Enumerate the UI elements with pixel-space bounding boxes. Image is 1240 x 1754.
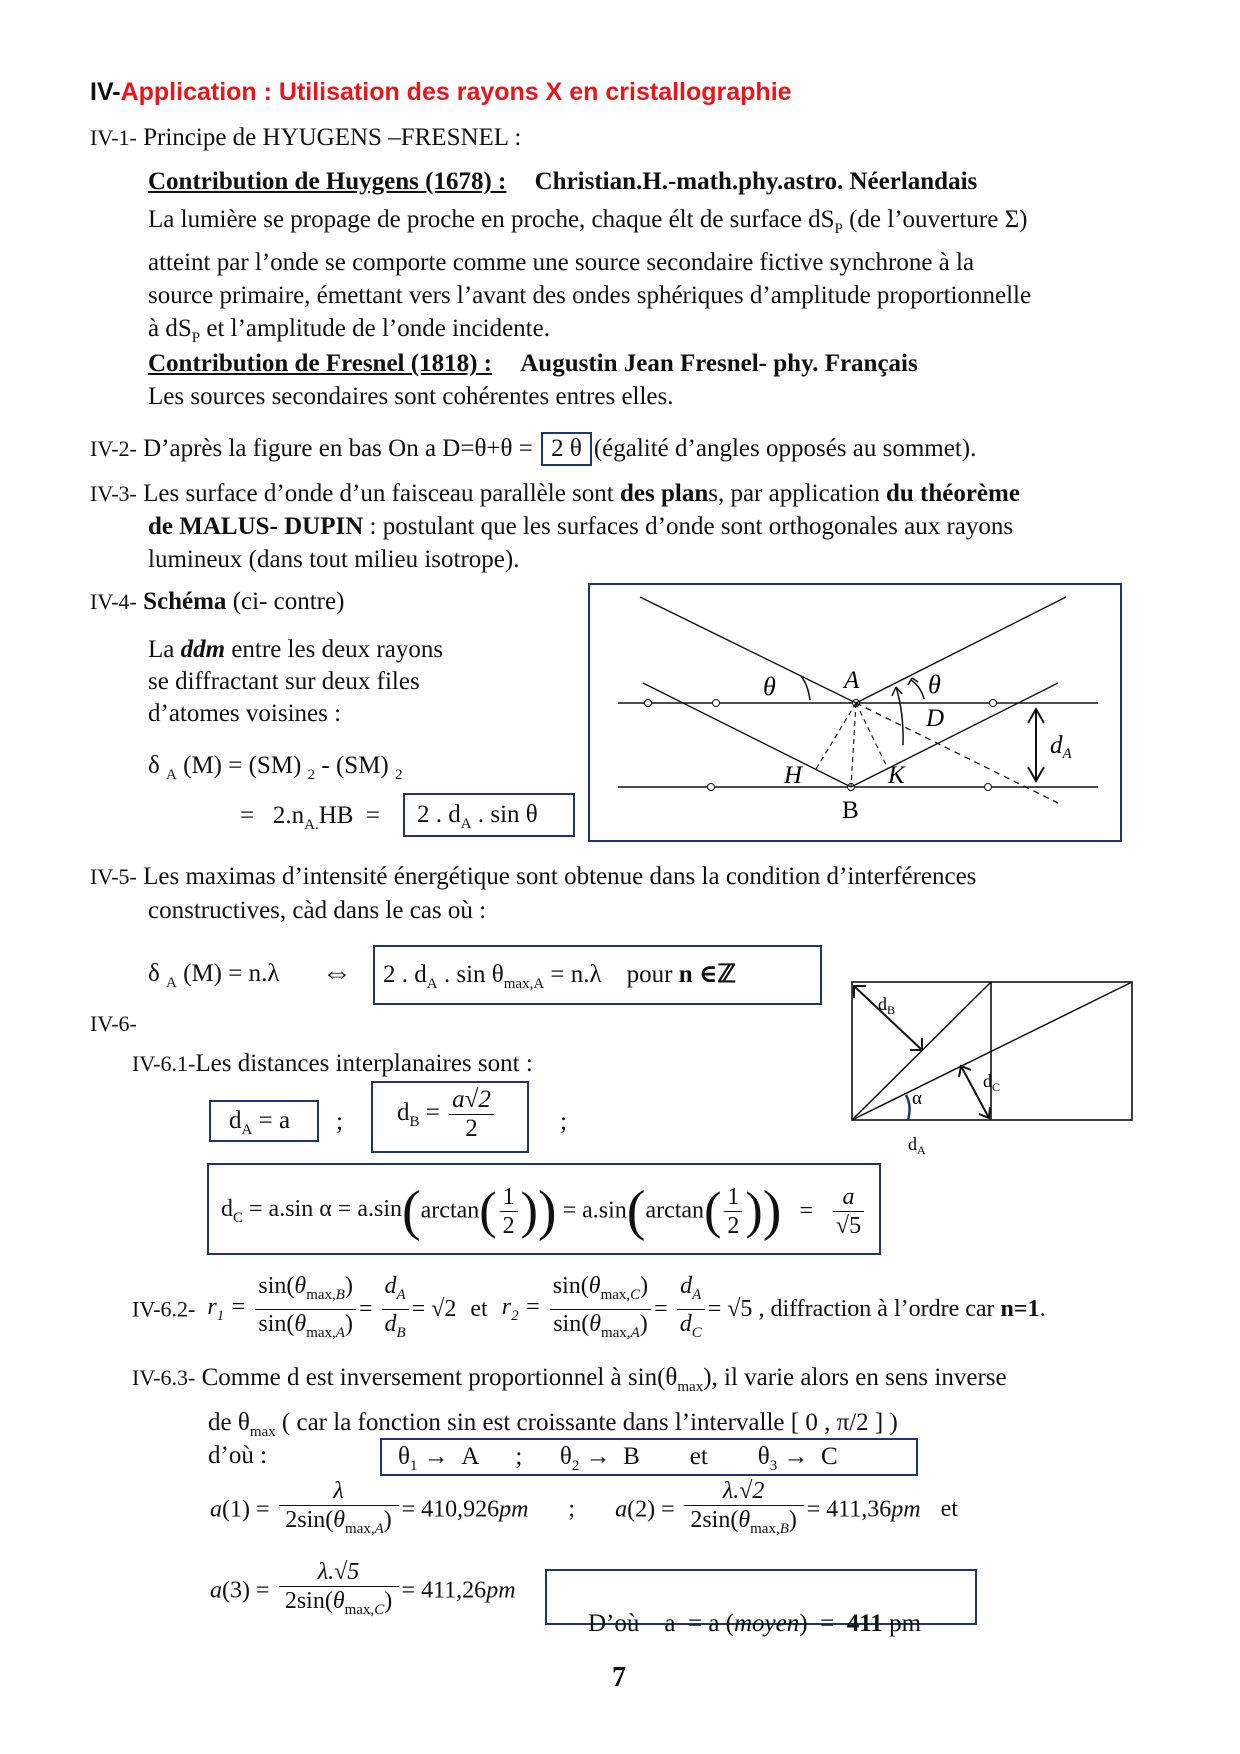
separator: ; <box>560 1108 567 1135</box>
lattice-figure <box>846 978 1136 1168</box>
a1-a2-line: a(1) = $\frac{\lambda}{2\sin(\theta_{max,A})}$ = 410,926pm ; a(2) = $\frac{\lambda.√2}{2\sin(\theta_{max,B})}$ = 411,36pm et <box>210 1478 958 1537</box>
page-number: 7 <box>612 1662 626 1693</box>
ddm-result-box: 2 . $d_A$ . sin θ <box>403 793 575 837</box>
iv4-text: La ddm entre les deux rayons se diffractant sur deux files d’atomes voisines : <box>148 636 444 727</box>
ddm-equation-2: = $2.n_{A.}HB$ = <box>240 802 381 833</box>
label-A: A <box>844 667 860 694</box>
dou-label: d’où : <box>208 1442 268 1469</box>
theta-arc-right <box>911 680 924 699</box>
dC-box: $d_C = a.\sin$ α = a.sin(arctan( $\frac{1}{2}$ )) = a.sin(arctan( $\frac{1}{2}$ )) = $\frac{a}{√5}$ <box>207 1163 881 1255</box>
atom <box>990 700 997 707</box>
atom <box>708 784 715 791</box>
theta-mapping-box: $\theta_1 \to A$ ; $\theta_2 \to B$ et $\theta_3 \to C$ <box>380 1438 918 1476</box>
label-alpha: α <box>912 1088 922 1109</box>
reflected-ray-A <box>856 597 1066 703</box>
section-title-text: Application : Utilisation des rayons X en cristallographie <box>120 78 792 106</box>
label-B: B <box>842 797 859 824</box>
label-dA: $d_A$ <box>908 1134 926 1157</box>
section-number: IV- <box>90 78 121 106</box>
label-dB: $d_B$ <box>878 994 896 1017</box>
iv3-paragraph: IV-3- Les surface d’onde d’un faisceau parallèle sont des plans, par application du théorème de MALUS- DUPIN : postulant que les surfaces d’onde sont orthogonales aux rayons lumineux (dans tout milieu isotrope). <box>90 480 1020 573</box>
label-dC: $d_C$ <box>983 1071 1001 1094</box>
segment-AB <box>851 703 856 787</box>
reflected-ray-B <box>851 683 1058 787</box>
dA-box: $d_A = a$ <box>209 1100 319 1142</box>
fresnel-heading: Contribution de Fresnel (1818) : Augustin Jean Fresnel- phy. Français <box>148 350 918 377</box>
prolonged-ray <box>856 703 1058 803</box>
atom <box>713 700 720 707</box>
bragg-condition-box: 2 . $d_A$ . $\sin \theta_{max,A} = n.\lambda$ pour n ∈ℤ <box>373 945 822 1005</box>
theta-label-right: θ <box>928 670 941 699</box>
equivalence-arrow: ⇔ <box>322 956 352 989</box>
atom <box>645 700 652 707</box>
iv63-paragraph: IV-6.3- Comme d est inversement proportionnel à $\sin(\theta_{max})$, il varie alors en sens inverse de $\theta_{max}$ ( car la fonction sin est croissante dans l’intervalle [ 0 , π/2 ] ) <box>132 1364 1007 1440</box>
normal-AH <box>816 703 856 769</box>
iv4-label-line: IV-4- Schéma (ci- contre) <box>90 588 345 615</box>
section-title <box>90 78 792 107</box>
item-label: IV-1- <box>90 125 137 150</box>
label-K: K <box>888 762 905 789</box>
iv5-paragraph: IV-5- Les maximas d’intensité énergétique sont obtenue dans la condition d’interférences constructives, càd dans le cas où : <box>90 863 977 924</box>
iv62-line: IV-6.2- $r_1$ = $\frac{\sin(\theta_{max,B})}{\sin(\theta_{max,A})}$ = $\frac{d_A}{d_B}$ = √2 et $r_2$ = $\frac{\sin(\theta_{max,C})}{\sin(\theta_{max,A})}$ = $\frac{d_A}{d_C}$ = √5 , diffraction à l’ordre car n=1. <box>132 1273 1046 1341</box>
fresnel-text: Les sources secondaires sont cohérentes entres elles. <box>148 383 674 410</box>
normal-AK <box>856 703 888 769</box>
ddm-equation: δ $_A$ (M) = (SM) $_2$ - (SM) $_2$ <box>148 752 403 783</box>
iv5-eq-left: δ $_A$ (M) = n.λ <box>148 960 280 991</box>
incident-ray-A <box>640 597 856 703</box>
dB-arrow <box>854 986 922 1050</box>
a3-line: a(3) = $\frac{\lambda.√5}{2\sin(\theta_{max,C})}$ = 411,26pm <box>210 1559 516 1618</box>
diffraction-schema <box>588 583 1122 842</box>
item-text: Principe de HYUGENS –FRESNEL : <box>143 124 522 151</box>
separator: ; <box>336 1108 343 1135</box>
iv6-label: IV-6- <box>90 1011 137 1036</box>
label-dA: $d_A$ <box>1050 732 1072 762</box>
incident-ray-B <box>643 683 851 787</box>
D-arc <box>896 687 903 745</box>
label-D: D <box>926 705 945 732</box>
iv2-line: IV-2- D’après la figure en bas On a D=θ+θ = 2 θ (égalité d’angles opposés au sommet). <box>90 432 976 466</box>
iv1-line <box>90 124 521 152</box>
alpha-arc <box>906 1095 910 1120</box>
huygens-paragraph: La lumière se propage de proche en proche, chaque élt de surface $dS_P$ (de l’ouverture Σ) atteint par l’onde se comporte comme une source secondaire fictive synchrone à la source primaire, émettant vers l’avant des ondes sphériques d’amplitude proportionnelle à $dS_P$ et l’amplitude de l’onde incidente. <box>148 206 1032 346</box>
iv61-line: IV-6.1-Les distances interplanaires sont : <box>132 1050 533 1077</box>
theta-label-left: θ <box>763 672 776 701</box>
boxed-result: 2 θ <box>541 432 592 466</box>
huygens-heading: Contribution de Huygens (1678) : Christian.H.-math.phy.astro. Néerlandais <box>148 168 978 195</box>
final-result-box: D’où a = a (moyen) = 411 pm <box>545 1569 977 1625</box>
dB-box: $d_B$ = $\frac{a√2}{2}$ <box>371 1081 529 1153</box>
atom <box>985 784 992 791</box>
label-H: H <box>784 762 803 789</box>
